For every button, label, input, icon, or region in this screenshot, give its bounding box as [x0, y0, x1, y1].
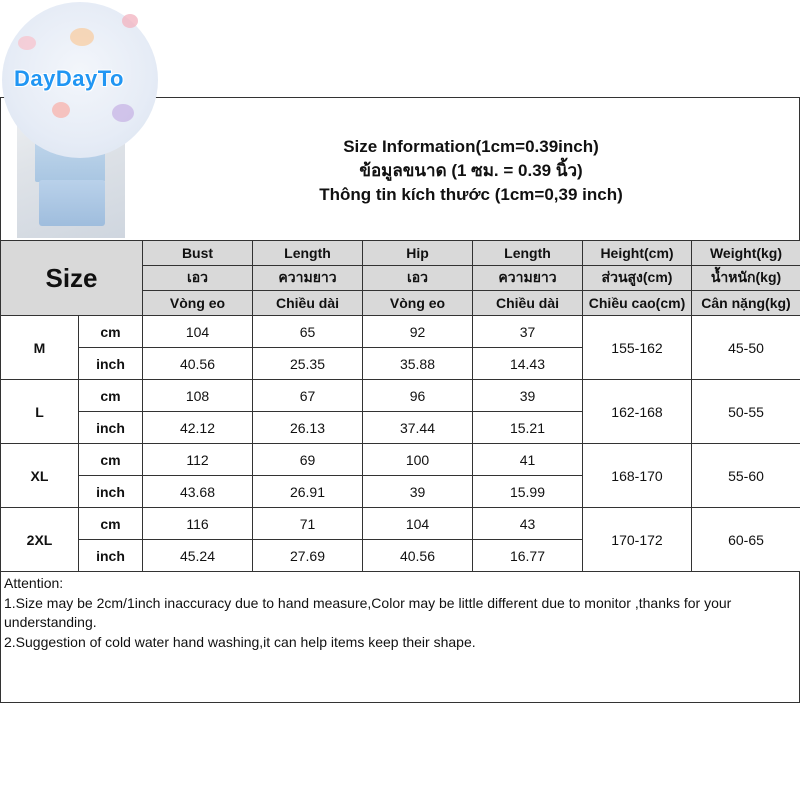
column-header: Hip [363, 241, 473, 266]
logo-doodle-icon [112, 104, 134, 122]
value-cell: 71 [253, 508, 363, 540]
size-name-cell: L [1, 380, 79, 444]
column-header-vietnamese: Vòng eo [143, 291, 253, 316]
weight-cell: 55-60 [692, 444, 800, 508]
unit-cell: inch [79, 412, 143, 444]
value-cell: 69 [253, 444, 363, 476]
column-header-thai: ส่วนสูง(cm) [583, 266, 692, 291]
value-cell: 92 [363, 316, 473, 348]
size-name-cell: XL [1, 444, 79, 508]
value-cell: 39 [473, 380, 583, 412]
brand-logo [0, 0, 160, 160]
value-cell: 15.99 [473, 476, 583, 508]
column-header: Length [253, 241, 363, 266]
value-cell: 116 [143, 508, 253, 540]
value-cell: 104 [143, 316, 253, 348]
header-title [142, 97, 800, 244]
attention-heading: Attention: [4, 575, 64, 591]
value-cell: 14.43 [473, 348, 583, 380]
logo-doodle-icon [70, 28, 94, 46]
column-header: Height(cm) [583, 241, 692, 266]
unit-cell: cm [79, 508, 143, 540]
attention-line-2: 2.Suggestion of cold water hand washing,it can help items keep their shape. [4, 633, 476, 650]
unit-cell: inch [79, 348, 143, 380]
logo-doodle-icon [52, 102, 70, 118]
column-header: Bust [143, 241, 253, 266]
value-cell: 104 [363, 508, 473, 540]
attention-line-1: 1.Size may be 2cm/1inch inaccuracy due to hand measure,Color may be little different due to monitor ,thanks for your understanding. [4, 594, 732, 630]
column-header-vietnamese: Chiều dài [473, 291, 583, 316]
column-header-thai: เอว [143, 266, 253, 291]
height-cell: 170-172 [583, 508, 692, 572]
column-header-vietnamese: Vòng eo [363, 291, 473, 316]
unit-cell: inch [79, 476, 143, 508]
value-cell: 37 [473, 316, 583, 348]
column-header: Length [473, 241, 583, 266]
value-cell: 40.56 [143, 348, 253, 380]
value-cell: 65 [253, 316, 363, 348]
title-english: Size Information(1cm=0.39inch) [343, 136, 599, 156]
logo-doodle-icon [122, 14, 138, 28]
value-cell: 67 [253, 380, 363, 412]
logo-doodle-icon [18, 36, 36, 50]
value-cell: 43 [473, 508, 583, 540]
height-cell: 162-168 [583, 380, 692, 444]
value-cell: 27.69 [253, 540, 363, 572]
value-cell: 37.44 [363, 412, 473, 444]
value-cell: 108 [143, 380, 253, 412]
unit-cell: inch [79, 540, 143, 572]
value-cell: 41 [473, 444, 583, 476]
value-cell: 40.56 [363, 540, 473, 572]
column-header: Weight(kg) [692, 241, 800, 266]
title-thai: ข้อมูลขนาด (1 ซม. = 0.39 นิ้ว) [359, 160, 583, 180]
column-header-thai: น้ำหนัก(kg) [692, 266, 800, 291]
size-name-cell: M [1, 316, 79, 380]
value-cell: 43.68 [143, 476, 253, 508]
value-cell: 96 [363, 380, 473, 412]
unit-cell: cm [79, 380, 143, 412]
column-header-vietnamese: Cân nặng(kg) [692, 291, 800, 316]
height-cell: 155-162 [583, 316, 692, 380]
value-cell: 45.24 [143, 540, 253, 572]
weight-cell: 45-50 [692, 316, 800, 380]
height-cell: 168-170 [583, 444, 692, 508]
size-name-cell: 2XL [1, 508, 79, 572]
weight-cell: 60-65 [692, 508, 800, 572]
value-cell: 25.35 [253, 348, 363, 380]
value-cell: 112 [143, 444, 253, 476]
size-label: Size [45, 262, 98, 293]
weight-cell: 50-55 [692, 380, 800, 444]
value-cell: 26.91 [253, 476, 363, 508]
value-cell: 39 [363, 476, 473, 508]
size-table [0, 240, 800, 572]
value-cell: 16.77 [473, 540, 583, 572]
column-header-vietnamese: Chiều cao(cm) [583, 291, 692, 316]
logo-text: DayDayTo [14, 66, 124, 91]
size-header-cell [1, 241, 143, 316]
title-vietnamese: Thông tin kích thước (1cm=0,39 inch) [319, 184, 623, 204]
column-header-thai: ความยาว [253, 266, 363, 291]
column-header-vietnamese: Chiều dài [253, 291, 363, 316]
column-header-thai: เอว [363, 266, 473, 291]
value-cell: 35.88 [363, 348, 473, 380]
value-cell: 26.13 [253, 412, 363, 444]
column-header-thai: ความยาว [473, 266, 583, 291]
unit-cell: cm [79, 316, 143, 348]
photo-shorts [39, 180, 105, 226]
attention-box [0, 571, 800, 703]
value-cell: 100 [363, 444, 473, 476]
value-cell: 42.12 [143, 412, 253, 444]
value-cell: 15.21 [473, 412, 583, 444]
unit-cell: cm [79, 444, 143, 476]
